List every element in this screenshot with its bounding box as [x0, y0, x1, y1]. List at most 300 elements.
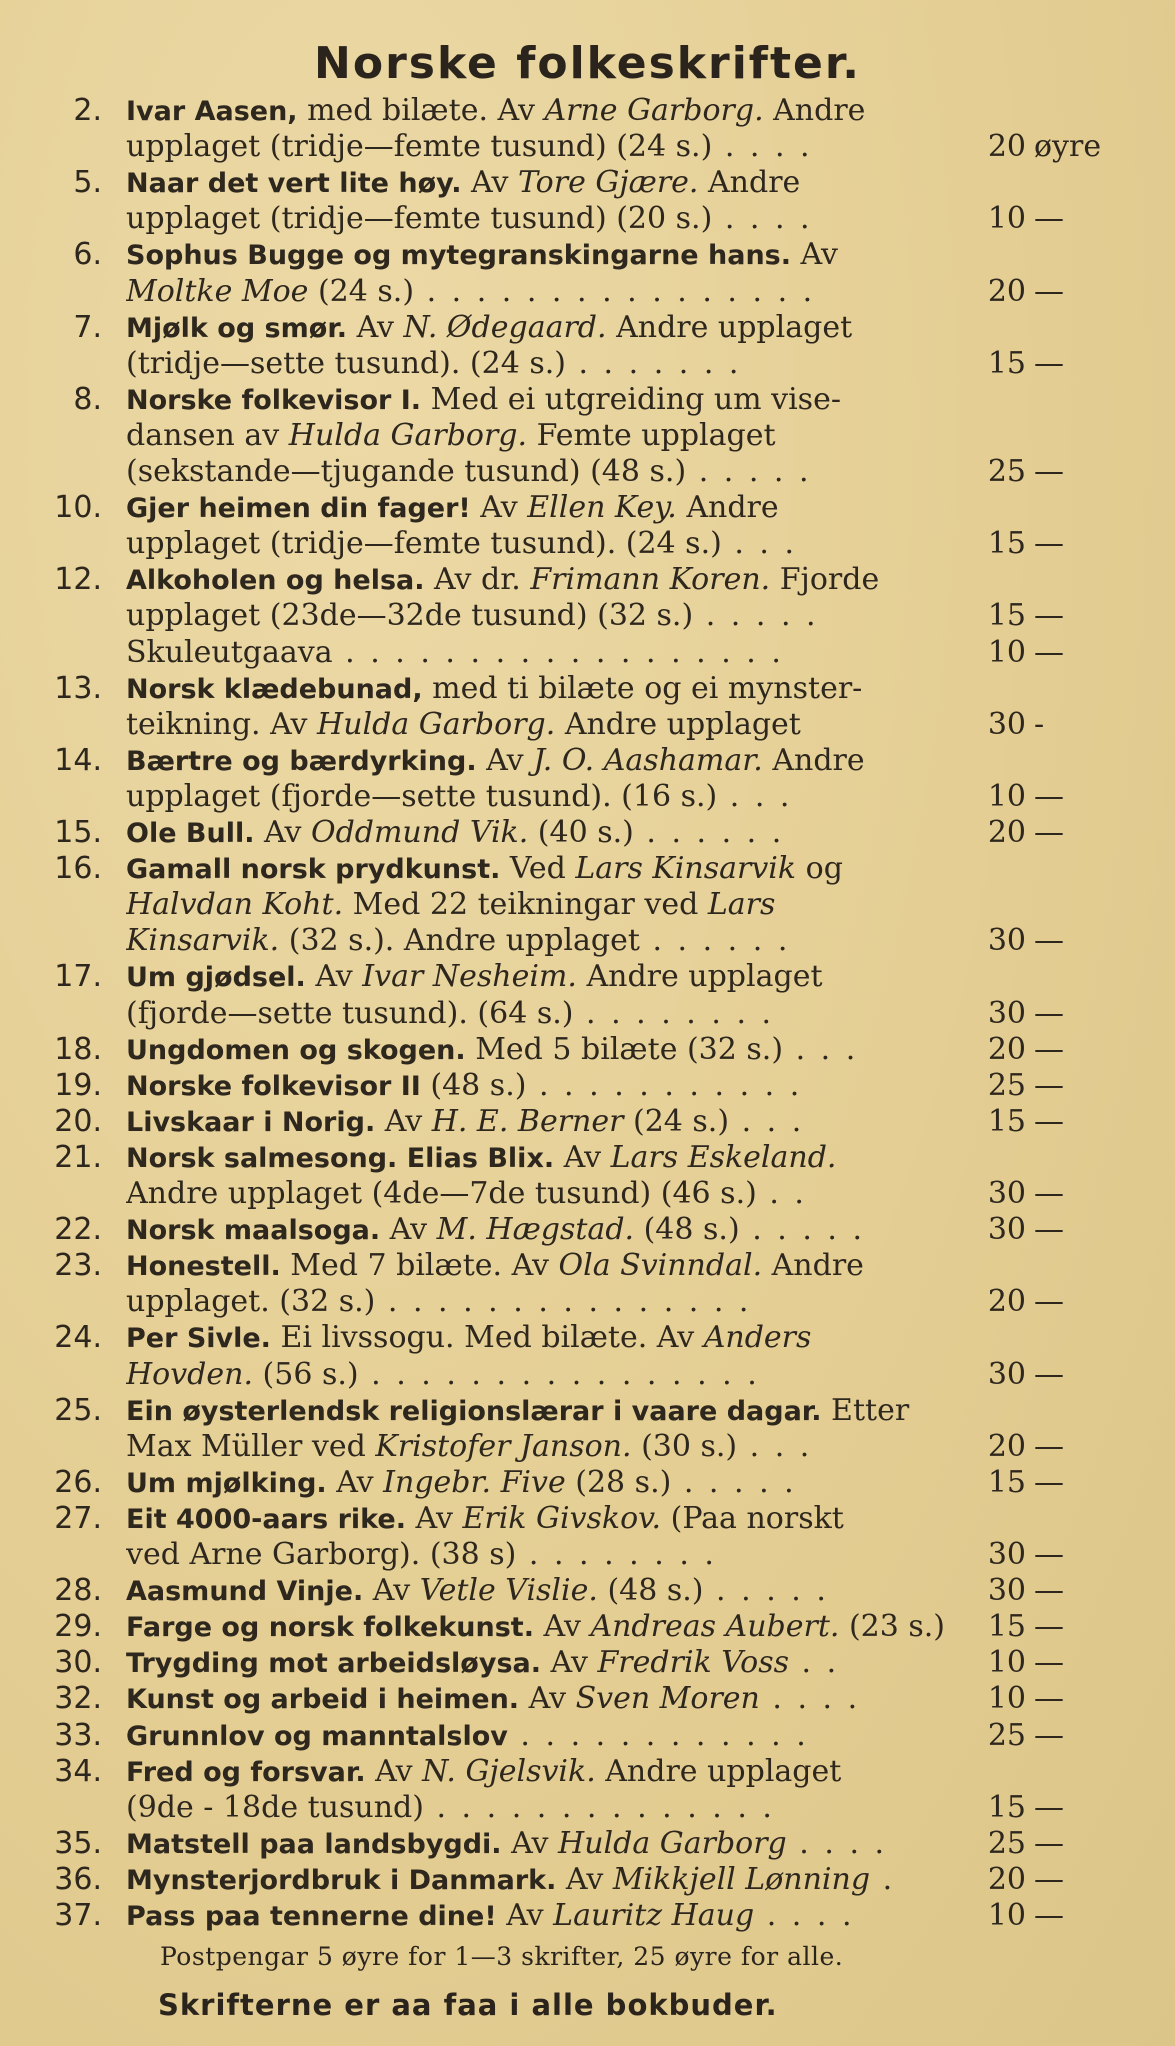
- item-text: [126, 670, 962, 708]
- item-body: upplaget (23de—32de tusund) (32 s.): [126, 598, 694, 633]
- item-body-rest: Med 22 teikningar ved: [343, 887, 708, 922]
- item-price: 20: [987, 815, 1026, 850]
- item-author: Frimann Koren.: [530, 562, 771, 597]
- item-heading: Gamall norsk prydkunst.: [126, 854, 501, 885]
- item-body: Av: [461, 165, 518, 200]
- item-price-unit: —: [1034, 635, 1064, 670]
- item-text: [126, 1825, 962, 1863]
- list-item: [0, 1572, 1175, 1609]
- bookshop-note: Skrifterne er aa faa i alle bokbuder.: [158, 1988, 778, 2022]
- list-item: [0, 814, 1175, 851]
- item-body: upplaget. (32 s.): [126, 1284, 376, 1319]
- item-text: [126, 417, 962, 454]
- item-text: [126, 273, 962, 310]
- list-item: [0, 489, 1175, 526]
- item-body-rest: (28 s.): [565, 1465, 672, 1500]
- page-title: Norske folkeskrifter.: [314, 38, 861, 89]
- list-item: [0, 597, 1175, 634]
- item-price-unit: —: [1034, 526, 1064, 561]
- item-number: 15.: [54, 815, 102, 850]
- item-text: [126, 1428, 962, 1465]
- item-price-unit: —: [1034, 1862, 1064, 1897]
- item-author: N. Gjelsvik.: [422, 1754, 596, 1789]
- item-author: Ellen Key.: [527, 490, 677, 525]
- item-price: 25: [987, 1718, 1026, 1753]
- item-body-rest: (Paa norskt: [661, 1501, 844, 1536]
- item-text: [126, 200, 962, 237]
- item-number: 28.: [54, 1573, 102, 1608]
- item-body-rest: (32 s.). Andre upplaget: [279, 923, 640, 958]
- list-item: [0, 1428, 1175, 1465]
- item-text: [126, 1717, 962, 1755]
- list-item: [0, 453, 1175, 490]
- item-body: upplaget (tridje—femte tusund). (24 s.): [126, 526, 722, 561]
- item-body-rest: Andre upplaget: [555, 707, 801, 742]
- item-price: 30: [987, 1537, 1026, 1572]
- item-leader-dots: . . . . .: [671, 1465, 797, 1500]
- list-item: [0, 1283, 1175, 1320]
- list-item: [0, 417, 1175, 454]
- item-heading: Eit 4000-aars rike.: [126, 1504, 406, 1535]
- item-author: Ivar Nesheim.: [362, 959, 577, 994]
- item-author: Ola Svinndal.: [558, 1248, 763, 1283]
- item-heading: Ole Bull.: [126, 818, 255, 849]
- item-leader-dots: . .: [789, 1645, 840, 1680]
- list-item: [0, 850, 1175, 887]
- item-body: Av: [375, 1104, 432, 1139]
- item-price-unit: —: [1034, 201, 1064, 236]
- list-item: [0, 1608, 1175, 1645]
- item-body: Av: [791, 237, 838, 272]
- item-price-unit: —: [1034, 779, 1064, 814]
- list-item: [0, 200, 1175, 237]
- item-body: Av: [470, 490, 528, 525]
- list-item: [0, 670, 1175, 707]
- item-author: Hulda Garborg.: [317, 707, 556, 742]
- item-text: [126, 597, 962, 634]
- item-text: [126, 561, 962, 599]
- item-body: dansen av: [126, 418, 289, 453]
- list-item: [0, 1680, 1175, 1717]
- list-item: [0, 706, 1175, 743]
- item-number: 32.: [54, 1681, 102, 1716]
- item-body: Av: [554, 1140, 611, 1175]
- list-item: [0, 1247, 1175, 1284]
- list-item: [0, 1175, 1175, 1212]
- item-leader-dots: . . . . . . . . . . . . . . . . . .: [332, 635, 784, 670]
- list-item: [0, 634, 1175, 671]
- item-price-unit: —: [1034, 274, 1064, 309]
- item-number: 19.: [54, 1068, 102, 1103]
- list-item: [0, 345, 1175, 382]
- item-body: Av: [363, 1573, 420, 1608]
- item-body: Av: [541, 1645, 598, 1680]
- item-author: Erik Givskov.: [462, 1501, 662, 1536]
- item-body: ved Arne Garborg). (38 s): [126, 1537, 517, 1572]
- item-text: [126, 1861, 962, 1899]
- item-text: [126, 634, 962, 671]
- list-item: [0, 1861, 1175, 1898]
- item-body-rest: (30 s.): [631, 1429, 738, 1464]
- item-body: upplaget (fjorde—sette tusund). (16 s.): [126, 779, 718, 814]
- list-item: [0, 1753, 1175, 1790]
- item-author: Mikkjell Lønning: [612, 1862, 871, 1897]
- item-body-rest: (40 s.): [528, 815, 634, 850]
- item-leader-dots: . . . .: [786, 1826, 888, 1861]
- list-item: [0, 309, 1175, 346]
- item-text: [126, 1283, 962, 1320]
- item-leader-dots: . . . . . . . .: [516, 1537, 717, 1572]
- list-item: [0, 995, 1175, 1032]
- item-author: Hulda Garborg.: [288, 418, 528, 453]
- item-text: [126, 1789, 962, 1826]
- list-item: [0, 1067, 1175, 1104]
- item-body: Med ei utgreiding um vise-: [421, 382, 841, 417]
- item-author: Hovden.: [126, 1357, 253, 1392]
- item-heading: Trygding mot arbeidsløysa.: [126, 1648, 541, 1679]
- item-body: (tridje—sette tusund). (24 s.): [126, 346, 566, 381]
- item-price-unit: —: [1034, 1681, 1064, 1716]
- list-item: [0, 958, 1175, 995]
- list-item: [0, 1319, 1175, 1356]
- item-author: Moltke Moe: [126, 274, 309, 309]
- item-text: [126, 1608, 962, 1646]
- item-price: 10: [987, 635, 1026, 670]
- list-item: [0, 273, 1175, 310]
- list-item: [0, 1392, 1175, 1429]
- item-body: med ti bilæte og ei mynster-: [422, 671, 863, 706]
- item-author: Vetle Vislie.: [419, 1573, 598, 1608]
- item-text: [126, 381, 962, 419]
- item-heading: Fred og forsvar.: [126, 1757, 366, 1788]
- item-text: [126, 1175, 962, 1212]
- item-author: Kinsarvik.: [126, 923, 280, 958]
- item-text: [126, 995, 962, 1032]
- item-body: (sekstande—tjugande tusund) (48 s.): [126, 454, 687, 489]
- item-body: Max Müller ved: [126, 1429, 376, 1464]
- item-price: 15: [987, 526, 1026, 561]
- item-leader-dots: . . .: [737, 1429, 813, 1464]
- list-item: [0, 1536, 1175, 1573]
- item-price: 20: [987, 274, 1026, 309]
- item-text: [126, 309, 962, 347]
- item-body: Med 5 bilæte (32 s.): [465, 1032, 784, 1067]
- item-text: [126, 778, 962, 815]
- item-heading: Per Sivle.: [126, 1323, 271, 1354]
- postage-note: Postpengar 5 øyre for 1—3 skrifter, 25 øyre for alle.: [160, 1942, 844, 1971]
- item-number: 26.: [54, 1465, 102, 1500]
- item-text: [126, 1392, 962, 1430]
- item-text: [126, 742, 962, 780]
- item-price: 15: [987, 1465, 1026, 1500]
- item-author-cont: Lars: [707, 887, 776, 922]
- item-price: 10: [987, 779, 1026, 814]
- item-heading: Grunnlov og manntalslov: [126, 1721, 508, 1752]
- item-author: Halvdan Koht.: [126, 887, 344, 922]
- item-heading: Mynsterjordbruk i Danmark.: [126, 1865, 557, 1896]
- item-heading: Matstell paa landsbygdi.: [126, 1829, 502, 1860]
- item-price-unit: —: [1034, 1176, 1064, 1211]
- item-leader-dots: . . . . . . . . . . . . . . . .: [414, 274, 816, 309]
- item-leader-dots: . . . . .: [693, 598, 819, 633]
- item-price-unit: —: [1034, 1212, 1064, 1247]
- item-leader-dots: . . . . . . . .: [573, 996, 775, 1031]
- item-author: Lars Kinsarvik: [575, 851, 797, 886]
- item-number: 8.: [73, 382, 102, 417]
- item-text: [126, 345, 962, 382]
- item-price: 10: [987, 1681, 1026, 1716]
- item-price: 20: [987, 1429, 1026, 1464]
- item-text: [126, 453, 962, 490]
- item-author: Oddmund Vik.: [310, 815, 529, 850]
- item-heading: Ivar Aasen,: [126, 96, 298, 127]
- item-body-rest: (56 s.): [253, 1357, 359, 1392]
- item-leader-dots: . . . . . . . . . . . . . .: [423, 1790, 775, 1825]
- item-price: 25: [987, 1068, 1026, 1103]
- item-heading: Gjer heimen din fager!: [126, 493, 471, 524]
- item-text: [126, 1319, 962, 1357]
- item-leader-dots: . . . . . . . . . . . .: [507, 1718, 809, 1753]
- item-author: H. E. Berner: [431, 1104, 624, 1139]
- item-price-unit: —: [1034, 1068, 1064, 1103]
- item-body-rest: Fjorde: [770, 562, 880, 597]
- list-item: [0, 1464, 1175, 1501]
- item-heading: Norsk salmesong. Elias Blix.: [126, 1143, 555, 1174]
- item-body: Av dr.: [424, 562, 531, 597]
- item-leader-dots: . . . .: [754, 1898, 855, 1933]
- list-item: [0, 525, 1175, 562]
- item-leader-dots: . . . . .: [739, 1212, 866, 1247]
- item-heading: Ungdomen og skogen.: [126, 1035, 466, 1066]
- item-body-rest: Femte upplaget: [527, 418, 776, 453]
- item-price-unit: —: [1034, 1573, 1064, 1608]
- item-leader-dots: . .: [756, 1176, 807, 1211]
- list-item: [0, 778, 1175, 815]
- item-price-unit: —: [1034, 1357, 1064, 1392]
- item-body-rest: Andre upplaget: [606, 310, 853, 345]
- item-price-unit: —: [1034, 996, 1064, 1031]
- item-author: M. Hægstad.: [436, 1212, 635, 1247]
- item-text: [126, 1464, 962, 1502]
- item-body: Av: [556, 1862, 613, 1897]
- list-item: [0, 1103, 1175, 1140]
- item-leader-dots: . . . . . . .: [565, 346, 742, 381]
- item-heading: Mjølk og smør.: [126, 313, 348, 344]
- item-price-unit: —: [1034, 1826, 1064, 1861]
- item-price-unit: —: [1034, 923, 1064, 958]
- item-body: Av: [347, 310, 404, 345]
- list-item: [0, 128, 1175, 165]
- item-price: 30: [987, 707, 1026, 742]
- item-heading: Bærtre og bærdyrking.: [126, 746, 477, 777]
- item-leader-dots: .: [870, 1862, 896, 1897]
- item-heading: Um mjølking.: [126, 1468, 327, 1499]
- item-body: teikning. Av: [126, 707, 318, 742]
- item-number: 14.: [54, 743, 102, 778]
- item-body-rest: (48 s.): [597, 1573, 704, 1608]
- item-number: 7.: [73, 310, 102, 345]
- item-body: Av: [365, 1754, 423, 1789]
- item-number: 13.: [54, 671, 102, 706]
- item-number: 33.: [54, 1718, 102, 1753]
- item-text: [126, 1500, 962, 1538]
- item-price-unit: —: [1034, 598, 1064, 633]
- item-text: [126, 706, 962, 743]
- item-number: 2.: [73, 93, 102, 128]
- item-price: 25: [987, 1826, 1026, 1861]
- list-item: [0, 1139, 1175, 1176]
- item-heading: Ein øysterlendsk religionslærar i vaare dagar.: [126, 1396, 822, 1427]
- item-heading: Aasmund Vinje.: [126, 1576, 364, 1607]
- item-text: [126, 1680, 962, 1718]
- item-author: Fredrik Voss: [597, 1645, 790, 1680]
- item-heading: Norske folkevisor I.: [126, 385, 422, 416]
- item-price: 20: [987, 1284, 1026, 1319]
- item-price-unit: —: [1034, 454, 1064, 489]
- list-item: [0, 1897, 1175, 1934]
- item-leader-dots: . . . . . . . . . . . . . . .: [375, 1284, 752, 1319]
- item-text: [126, 1644, 962, 1682]
- list-item: [0, 381, 1175, 418]
- item-leader-dots: . . . . . . . . . . . . . . . .: [358, 1357, 760, 1392]
- item-body: Skuleutgaava: [126, 635, 333, 670]
- item-body: (9de - 18de tusund): [126, 1790, 424, 1825]
- item-body: upplaget (tridje—femte tusund) (24 s.): [126, 129, 713, 164]
- item-body: upplaget (tridje—femte tusund) (20 s.): [126, 201, 713, 236]
- item-price-unit: —: [1034, 1284, 1064, 1319]
- item-price: 20: [987, 1032, 1026, 1067]
- item-body-rest: Andre: [762, 743, 865, 778]
- item-price: 10: [987, 1898, 1026, 1933]
- item-price: 10: [987, 1645, 1026, 1680]
- item-leader-dots: . . . .: [712, 201, 813, 236]
- item-heading: Norske folkevisor II: [126, 1071, 421, 1102]
- item-number: 29.: [54, 1609, 102, 1644]
- item-leader-dots: . . .: [729, 1104, 805, 1139]
- item-text: [126, 958, 962, 996]
- item-text: [126, 922, 962, 959]
- item-number: 34.: [54, 1754, 102, 1789]
- item-text: [126, 489, 962, 527]
- item-price: 15: [987, 598, 1026, 633]
- item-body: Ved: [500, 851, 576, 886]
- item-author: Andreas Aubert.: [590, 1609, 840, 1644]
- item-price: 30: [987, 1212, 1026, 1247]
- item-text: [126, 236, 962, 274]
- item-number: 12.: [54, 562, 102, 597]
- item-number: 25.: [54, 1393, 102, 1428]
- list-item: [0, 922, 1175, 959]
- item-heading: Kunst og arbeid i heimen.: [126, 1684, 520, 1715]
- item-price: 30: [987, 1573, 1026, 1608]
- item-body: med bilæte. Av: [297, 93, 545, 128]
- item-price-unit: —: [1034, 1537, 1064, 1572]
- item-price: 30: [987, 1357, 1026, 1392]
- item-body-rest: Andre: [676, 490, 779, 525]
- list-item: [0, 1500, 1175, 1537]
- item-number: 21.: [54, 1140, 102, 1175]
- item-text: [126, 1139, 962, 1177]
- item-text: [126, 1031, 962, 1069]
- item-price-unit: —: [1034, 1645, 1064, 1680]
- item-price: 15: [987, 346, 1026, 381]
- item-leader-dots: . . . .: [712, 129, 813, 164]
- item-price: 15: [987, 1790, 1026, 1825]
- item-body-rest: og: [796, 851, 843, 886]
- list-item: [0, 1825, 1175, 1862]
- item-body: (fjorde—sette tusund). (64 s.): [126, 996, 574, 1031]
- item-price-unit: —: [1034, 1429, 1064, 1464]
- item-body-rest: Andre: [762, 1248, 864, 1283]
- item-number: 27.: [54, 1501, 102, 1536]
- item-price-unit: —: [1034, 1790, 1064, 1825]
- item-author: Tore Gjære.: [518, 165, 699, 200]
- item-text: [126, 164, 962, 202]
- item-author: J. O. Aashamar.: [533, 743, 763, 778]
- item-number: 6.: [73, 237, 102, 272]
- item-number: 35.: [54, 1826, 102, 1861]
- item-body-rest: Andre upplaget: [595, 1754, 842, 1789]
- list-item: [0, 1717, 1175, 1754]
- item-leader-dots: . . .: [721, 526, 798, 561]
- item-body: Av: [254, 815, 311, 850]
- item-heading: Naar det vert lite høy.: [126, 168, 462, 199]
- item-leader-dots: . . .: [783, 1032, 859, 1067]
- item-number: 22.: [54, 1212, 102, 1247]
- list-item: [0, 1356, 1175, 1393]
- item-body: Av: [496, 1898, 554, 1933]
- item-body-rest: (48 s.): [634, 1212, 740, 1247]
- item-leader-dots: . . . . .: [686, 454, 812, 489]
- item-price-unit: -: [1034, 707, 1045, 742]
- item-text: [126, 1536, 962, 1573]
- item-body-rest: (23 s.): [839, 1609, 946, 1644]
- item-heading: Norsk klædebunad,: [126, 674, 423, 705]
- item-price-unit: øyre: [1034, 129, 1102, 164]
- list-item: [0, 886, 1175, 923]
- item-price: 30: [987, 996, 1026, 1031]
- item-text: [126, 814, 962, 852]
- item-price: 20: [987, 1862, 1026, 1897]
- item-price-unit: —: [1034, 1104, 1064, 1139]
- list-item: [0, 742, 1175, 779]
- list-item: [0, 92, 1175, 129]
- item-body: Av: [405, 1501, 463, 1536]
- item-number: 23.: [54, 1248, 102, 1283]
- item-price-unit: —: [1034, 346, 1064, 381]
- item-leader-dots: . . .: [717, 779, 793, 814]
- item-leader-dots: . . . .: [759, 1681, 861, 1716]
- item-text: [126, 525, 962, 562]
- item-author: Hulda Garborg: [558, 1826, 787, 1861]
- item-price: 30: [987, 1176, 1026, 1211]
- item-number: 30.: [54, 1645, 102, 1680]
- item-heading: Norsk maalsoga.: [126, 1215, 381, 1246]
- item-number: 24.: [54, 1320, 102, 1355]
- list-item: [0, 1644, 1175, 1681]
- item-author: Lars Eskeland.: [610, 1140, 837, 1175]
- item-number: 17.: [54, 959, 102, 994]
- item-body: Av: [305, 959, 363, 994]
- item-number: 10.: [54, 490, 102, 525]
- item-body: (48 s.): [420, 1068, 527, 1103]
- item-body-rest: Andre: [763, 93, 866, 128]
- list-item: [0, 164, 1175, 201]
- item-body: Av: [380, 1212, 437, 1247]
- item-leader-dots: . . . . .: [703, 1573, 829, 1608]
- list-item: [0, 1211, 1175, 1248]
- list-item: [0, 1789, 1175, 1826]
